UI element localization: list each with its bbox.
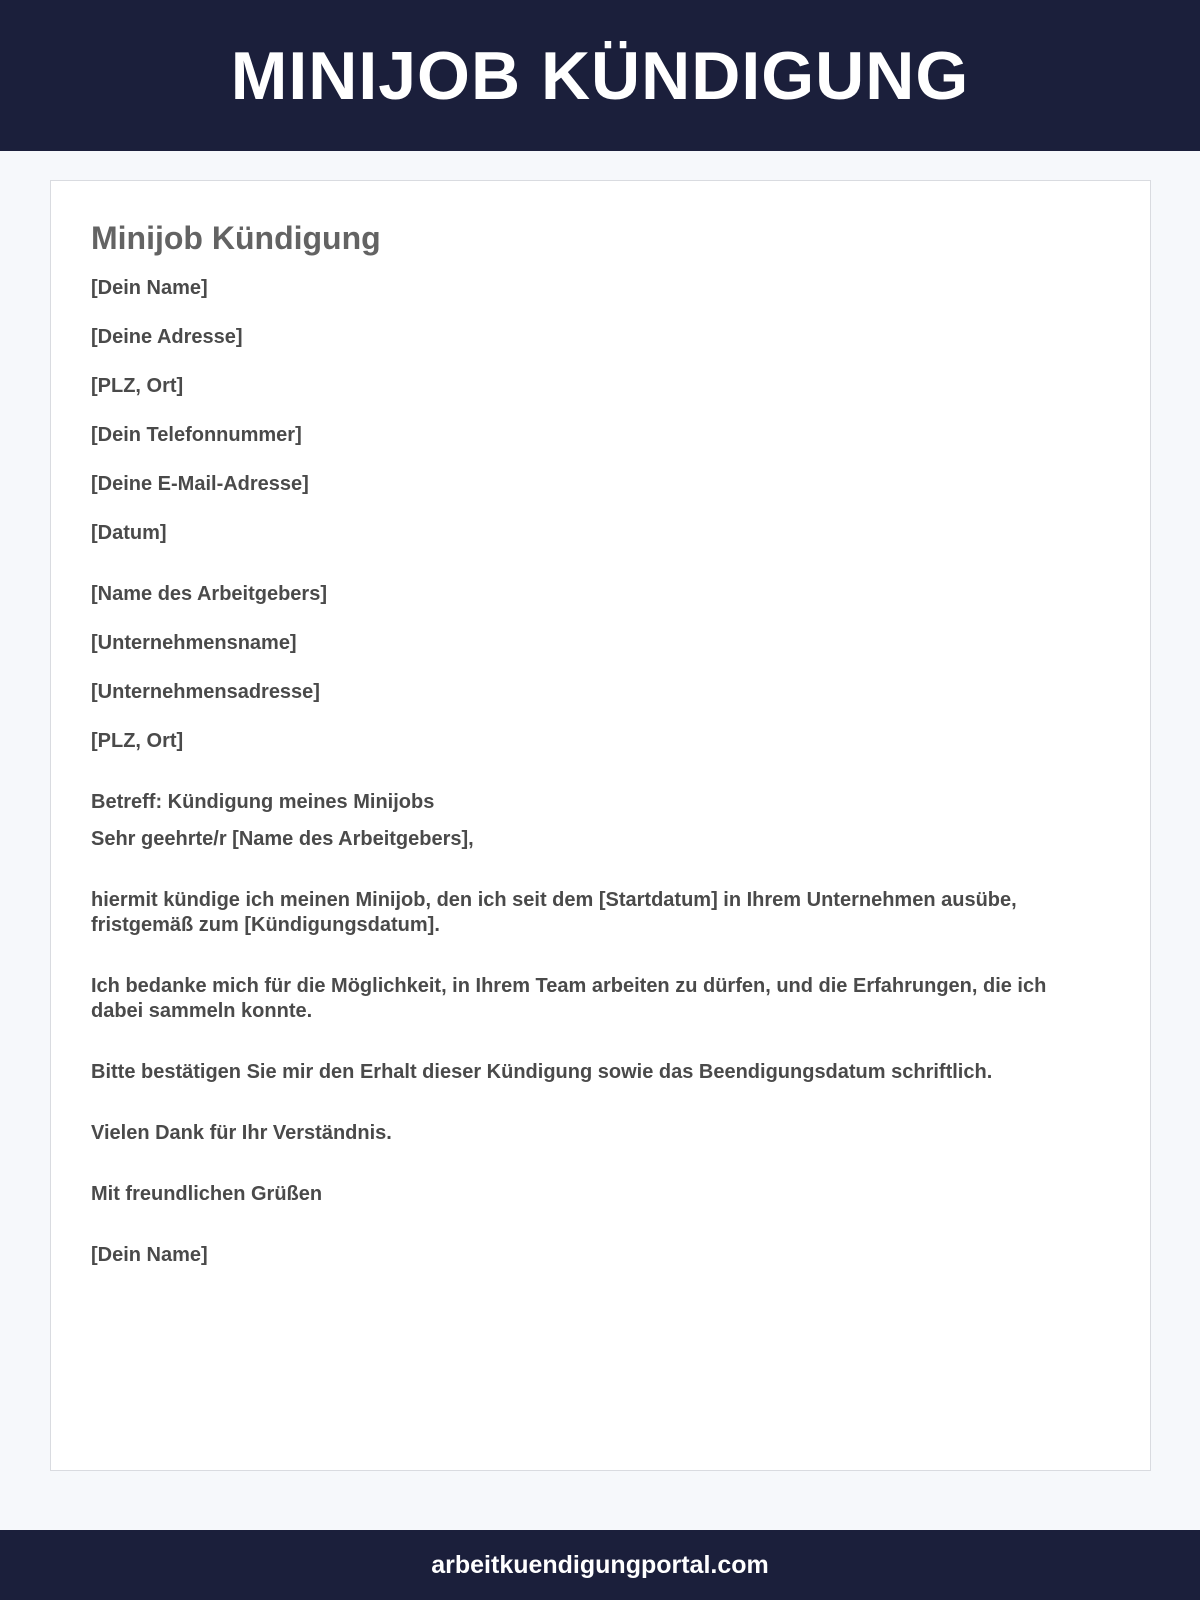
sender-name: [Dein Name] bbox=[91, 277, 208, 299]
paragraph-1: hiermit kündige ich meinen Minijob, den ich seit dem [Startdatum] in Ihrem Unternehmen ausübe, fristgemäß zum [Kündigungsdatum]. bbox=[91, 889, 1017, 936]
footer-site: arbeitkuendigungportal.com bbox=[431, 1550, 769, 1579]
letter-subject: Betreff: Kündigung meines Minijobs bbox=[91, 791, 435, 813]
sender-email: [Deine E-Mail-Adresse] bbox=[91, 473, 309, 495]
paragraph-4: Vielen Dank für Ihr Verständnis. bbox=[91, 1122, 392, 1144]
sender-phone: [Dein Telefonnummer] bbox=[91, 424, 302, 446]
header-banner bbox=[0, 0, 1200, 151]
page-title: MINIJOB KÜNDIGUNG bbox=[230, 37, 970, 114]
letter-salutation: Sehr geehrte/r [Name des Arbeitgebers], bbox=[91, 828, 474, 850]
letter-signature: [Dein Name] bbox=[91, 1244, 208, 1266]
letter-card bbox=[50, 180, 1151, 1471]
recipient-zip-city: [PLZ, Ort] bbox=[91, 730, 184, 752]
footer-banner bbox=[0, 1530, 1200, 1600]
letter-date: [Datum] bbox=[91, 522, 167, 544]
letter-closing: Mit freundlichen Grüßen bbox=[91, 1183, 323, 1205]
recipient-company: [Unternehmensname] bbox=[91, 632, 297, 654]
sender-zip-city: [PLZ, Ort] bbox=[91, 375, 184, 397]
paragraph-3: Bitte bestätigen Sie mir den Erhalt dieser Kündigung sowie das Beendigungsdatum schriftlich. bbox=[91, 1061, 993, 1083]
recipient-name: [Name des Arbeitgebers] bbox=[91, 583, 327, 605]
recipient-address: [Unternehmensadresse] bbox=[91, 681, 320, 703]
sender-address: [Deine Adresse] bbox=[91, 326, 243, 348]
paragraph-2: Ich bedanke mich für die Möglichkeit, in Ihrem Team arbeiten zu dürfen, und die Erfahrungen, die ich dabei sammeln konnte. bbox=[91, 975, 1047, 1022]
letter-title: Minijob Kündigung bbox=[91, 220, 381, 256]
